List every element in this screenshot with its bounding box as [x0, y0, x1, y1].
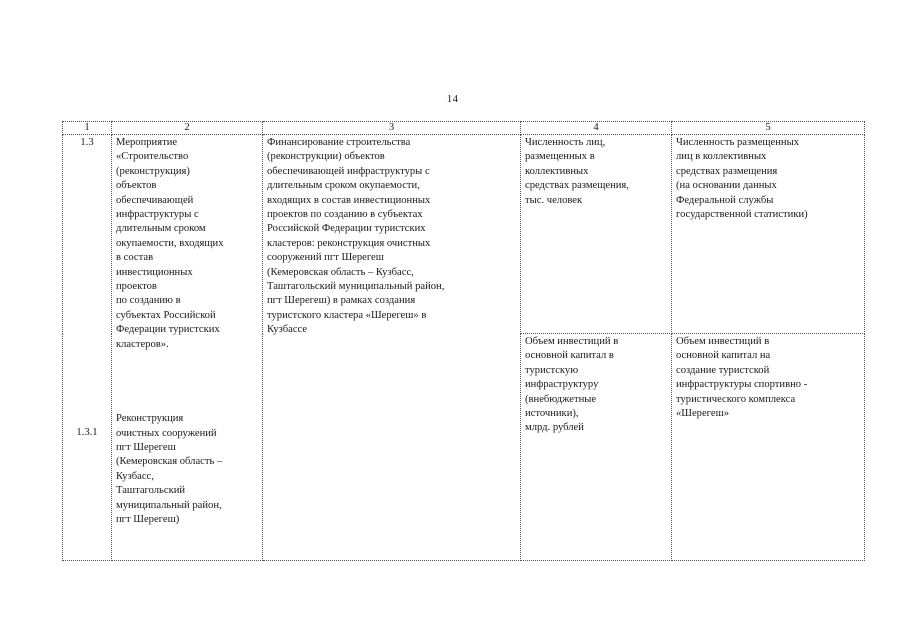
item-number-1-3: 1.3	[80, 137, 94, 148]
indicator-persons-placed-source: Численность размещенных лиц в коллективных средствах размещения (на основании данных Федеральной службы государственной статистики)	[676, 137, 808, 221]
indicator-cell-4-bottom	[521, 334, 672, 561]
table-header-row	[63, 122, 865, 135]
indicator-cell-4-top	[521, 135, 672, 334]
sub-measure-title: Реконструкция очистных сооружений пгт Шерегеш (Кемеровская область – Кузбасс, Таштагольский муниципальный район, пгт Шерегеш)	[116, 413, 223, 525]
measure-description: Финансирование строительства (реконструкции) объектов обеспечивающей инфраструктуры с длительным сроком окупаемости, входящих в состав инвестиционных проектов по созданию в субъектах Российской Федерации туристских кластеров: реконструкция очистных сооружений пгт Шерегеш (Кемеровская область – Кузбасс, Таштагольский муниципальный район, пгт Шерегеш) в рамках создания туристского кластера «Шерегеш» в Кузбассе	[267, 137, 445, 336]
indicator-investment-complex: Объем инвестиций в основной капитал на создание туристской инфраструктуры спортивно - туристического комплекса «Шерегеш»	[676, 336, 808, 420]
measure-description-cell	[263, 135, 521, 561]
indicator-cell-5-top	[672, 135, 865, 334]
indicator-cell-5-bottom	[672, 334, 865, 561]
item-number-1-3-1: 1.3.1	[76, 427, 98, 439]
header-cell-2: 2	[112, 122, 263, 135]
header-cell-1: 1	[63, 122, 112, 135]
measure-title: Мероприятие «Строительство (реконструкция) объектов обеспечивающей инфраструктуры с длительным сроком окупаемости, входящих в состав инвестиционных проектов по созданию в субъектах Российской Федерации туристских кластеров».	[116, 137, 224, 350]
measures-table	[62, 121, 865, 561]
header-cell-5: 5	[672, 122, 865, 135]
indicator-persons-placed: Численность лиц, размещенных в коллективных средствах размещения, тыс. человек	[525, 137, 629, 206]
number-cell	[63, 135, 112, 561]
measure-name-cell	[112, 135, 263, 561]
page-number: 14	[446, 93, 459, 105]
indicator-investment-volume: Объем инвестиций в основной капитал в туристскую инфраструктуру (внебюджетные источники), млрд. рублей	[525, 336, 619, 434]
header-cell-4: 4	[521, 122, 672, 135]
header-cell-3: 3	[263, 122, 521, 135]
table-row	[63, 135, 865, 334]
